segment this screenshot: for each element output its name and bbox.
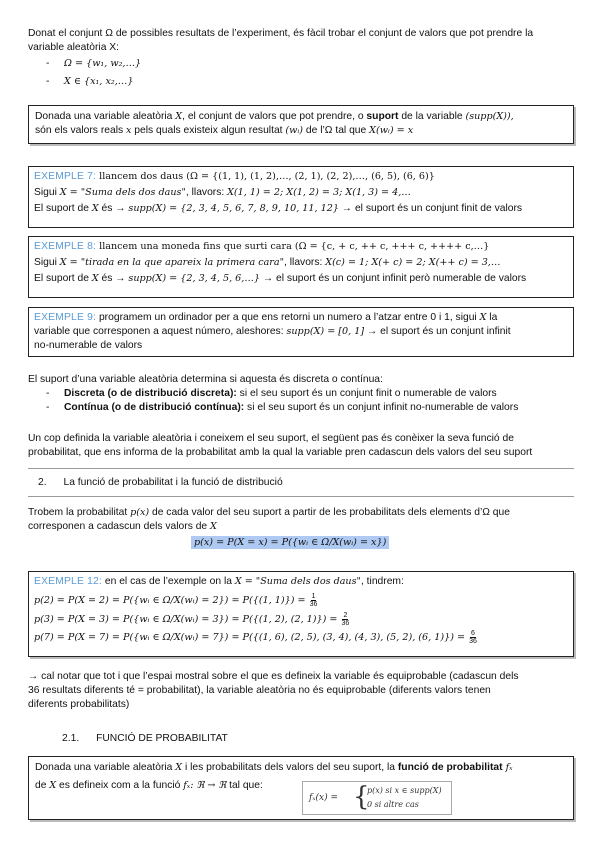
prob-func-line-1: Donada una variable aleatòria X i les probabilitats dels valors del seu suport, la funció de probabilitat fₓ bbox=[35, 762, 513, 773]
next-step-paragraph bbox=[28, 432, 574, 460]
formula-case-2: 0 si altre cas bbox=[367, 800, 419, 809]
probability-formula bbox=[191, 536, 389, 550]
next-step-line-2: probabilitat, que ens informa de la probabilitat amb la qual la variable pren cadascun dels valors del seu suport bbox=[28, 447, 533, 459]
support-type-paragraph bbox=[28, 373, 574, 416]
section-2-1-heading bbox=[62, 732, 228, 746]
probability-line-1: Trobem la probabilitat p(x) de cada valor del seu suport a partir de les probabilitats dels elements d’Ω que bbox=[28, 507, 510, 518]
example-8-line-2: Sigui X = "tirada en la que apareix la primera cara", llavors: X(c) = 1; X(+ c) = 2; X(++ c) = 3,… bbox=[34, 257, 501, 269]
note-line-2: 36 resultats diferents té = probabilitat), la variable aleatòria no és equiprobable (diferents valors tenen bbox=[28, 685, 491, 697]
probability-function-formula bbox=[302, 781, 452, 815]
example-9-line-3: no-numerable de valors bbox=[34, 340, 143, 352]
probability-function-term: funció de probabilitat bbox=[397, 762, 503, 773]
probability-paragraph bbox=[28, 506, 574, 534]
example-12-line-1: EXEMPLE 12: en el cas de l’exemple on la X = "Suma dels dos daus", tindrem: bbox=[34, 576, 404, 587]
discrete-term: Discreta (o de distribució discreta): bbox=[64, 388, 237, 400]
section-2-1-number: 2.1. bbox=[62, 733, 80, 744]
example-12-label: EXEMPLE 12: bbox=[34, 576, 103, 587]
prob-func-line-2: de X es defineix com a la funció fₓ: ℜ → ℜ tal que: bbox=[35, 780, 263, 792]
section-2-heading bbox=[38, 476, 283, 490]
intro-bullet-x: - X ∈ {x₁, x₂,…} bbox=[28, 75, 574, 89]
intro-line-1: Donat el conjunt Ω de possibles resultats de l’experiment, és fàcil trobar el conjunt de valors que pot prendre la bbox=[28, 28, 534, 39]
note-line-3: diferents probabilitats) bbox=[28, 699, 130, 711]
example-7-box bbox=[28, 166, 574, 228]
support-def-line-2: són els valors reals x pels quals existeix algun resultat (wᵢ) de l’Ω tal que X(wᵢ) = x bbox=[35, 125, 414, 137]
support-definition-box bbox=[28, 105, 574, 144]
section-rule-bottom bbox=[28, 496, 574, 497]
example-7-label: EXEMPLE 7: bbox=[34, 171, 97, 182]
section-2-number: 2. bbox=[38, 477, 47, 488]
support-term: suport bbox=[366, 111, 399, 122]
omega-set: Ω = {w₁, w₂,…} bbox=[64, 58, 142, 70]
probability-line-2: corresponen a cadascun dels valors de X bbox=[28, 521, 217, 533]
formula-case-1: p(x) si x ∈ supp(X) bbox=[367, 786, 442, 795]
discrete-bullet: - Discreta (o de distribució discreta): si el seu suport és un conjunt finit o numerable de valors bbox=[46, 388, 497, 400]
x-set: X ∈ {x₁, x₂,…} bbox=[64, 75, 134, 87]
section-2-title: La funció de probabilitat i la funció de distribució bbox=[63, 477, 283, 488]
support-type-intro: El suport d’una variable aleatòria determina si aquesta és discreta o contínua: bbox=[28, 374, 383, 385]
note-paragraph bbox=[28, 670, 574, 713]
note-line-1: → cal notar que tot i que l’espai mostral sobre el que es defineix la variable és equiprobable (cadascun dels bbox=[28, 671, 519, 682]
example-12-box bbox=[28, 571, 574, 657]
formula-brace: { bbox=[353, 782, 370, 812]
continuous-bullet: - Contínua (o de distribució contínua): si el seu suport és un conjunt infinit no-numerable de valors bbox=[46, 402, 519, 414]
probability-formula-text: p(x) = P(X = x) = P({wᵢ ∈ Ω/X(wᵢ) = x}) bbox=[191, 536, 389, 549]
continuous-term: Contínua (o de distribució contínua): bbox=[64, 402, 245, 414]
probability-function-box bbox=[28, 756, 574, 820]
example-12-eq-2: p(3) = P(X = 3) = P({wᵢ ∈ Ω/X(wᵢ) = 3}) = P({(1, 2), (2, 1)}) = $\frac{2}{36}$ bbox=[34, 611, 350, 627]
example-9-line-2: variable que corresponen a aquest número, aleshores: supp(X) = [0, 1] → el suport és un conjunt infinit bbox=[34, 326, 511, 338]
next-step-line-1: Un cop definida la variable aleatòria i coneixem el seu suport, el següent pas és conèixer la seva funció de bbox=[28, 433, 514, 444]
example-12-eq-3: p(7) = P(X = 7) = P({wᵢ ∈ Ω/X(wᵢ) = 7}) = P({(1, 6), (2, 5), (3, 4), (4, 3), (5, 2), (6, 1)}) = $\frac{6}{36}$ bbox=[34, 630, 477, 646]
section-rule-top bbox=[28, 468, 574, 469]
support-def-line-1: Donada una variable aleatòria X, el conjunt de valors que pot prendre, o suport de la variable (supp(X)), bbox=[35, 111, 514, 122]
example-8-line-3: El suport de X és → supp(X) = {2, 3, 4, 5, 6,…} → el suport és un conjunt infinit però numerable de valors bbox=[34, 273, 527, 285]
intro-bullet-omega: - Ω = {w₁, w₂,…} bbox=[28, 57, 574, 71]
intro-paragraph bbox=[28, 27, 574, 89]
example-9-box bbox=[28, 307, 574, 357]
example-8-label: EXEMPLE 8: bbox=[34, 241, 97, 252]
intro-line-2: variable aleatòria X: bbox=[28, 42, 120, 54]
example-12-eq-1: p(2) = P(X = 2) = P({wᵢ ∈ Ω/X(wᵢ) = 2}) = P({(1, 1)}) = $\frac{1}{36}$ bbox=[34, 593, 318, 609]
example-7-line-2: Sigui X = "Suma dels dos daus", llavors: X(1, 1) = 2; X(1, 2) = 3; X(1, 3) = 4,… bbox=[34, 187, 411, 199]
example-7-line-1: EXEMPLE 7: llancem dos daus (Ω = {(1, 1), (1, 2),…, (2, 1), (2, 2),…, (6, 5), (6, 6)} bbox=[34, 171, 435, 182]
example-9-label: EXEMPLE 9: bbox=[34, 312, 97, 323]
example-8-line-1: EXEMPLE 8: llancem una moneda fins que surti cara (Ω = {c, + c, ++ c, +++ c, ++++ c,…} bbox=[34, 241, 490, 252]
example-8-box bbox=[28, 236, 574, 298]
example-7-line-3: El suport de X és → supp(X) = {2, 3, 4, 5, 6, 7, 8, 9, 10, 11, 12} → el suport és un conjunt finit de valors bbox=[34, 203, 523, 215]
section-2-1-title: FUNCIÓ DE PROBABILITAT bbox=[96, 733, 228, 744]
formula-lhs: fₓ(x) = bbox=[309, 793, 339, 803]
example-9-line-1: EXEMPLE 9: programem un ordinador per a que ens retorni un numero a l’atzar entre 0 i 1, sigui X la bbox=[34, 312, 498, 323]
